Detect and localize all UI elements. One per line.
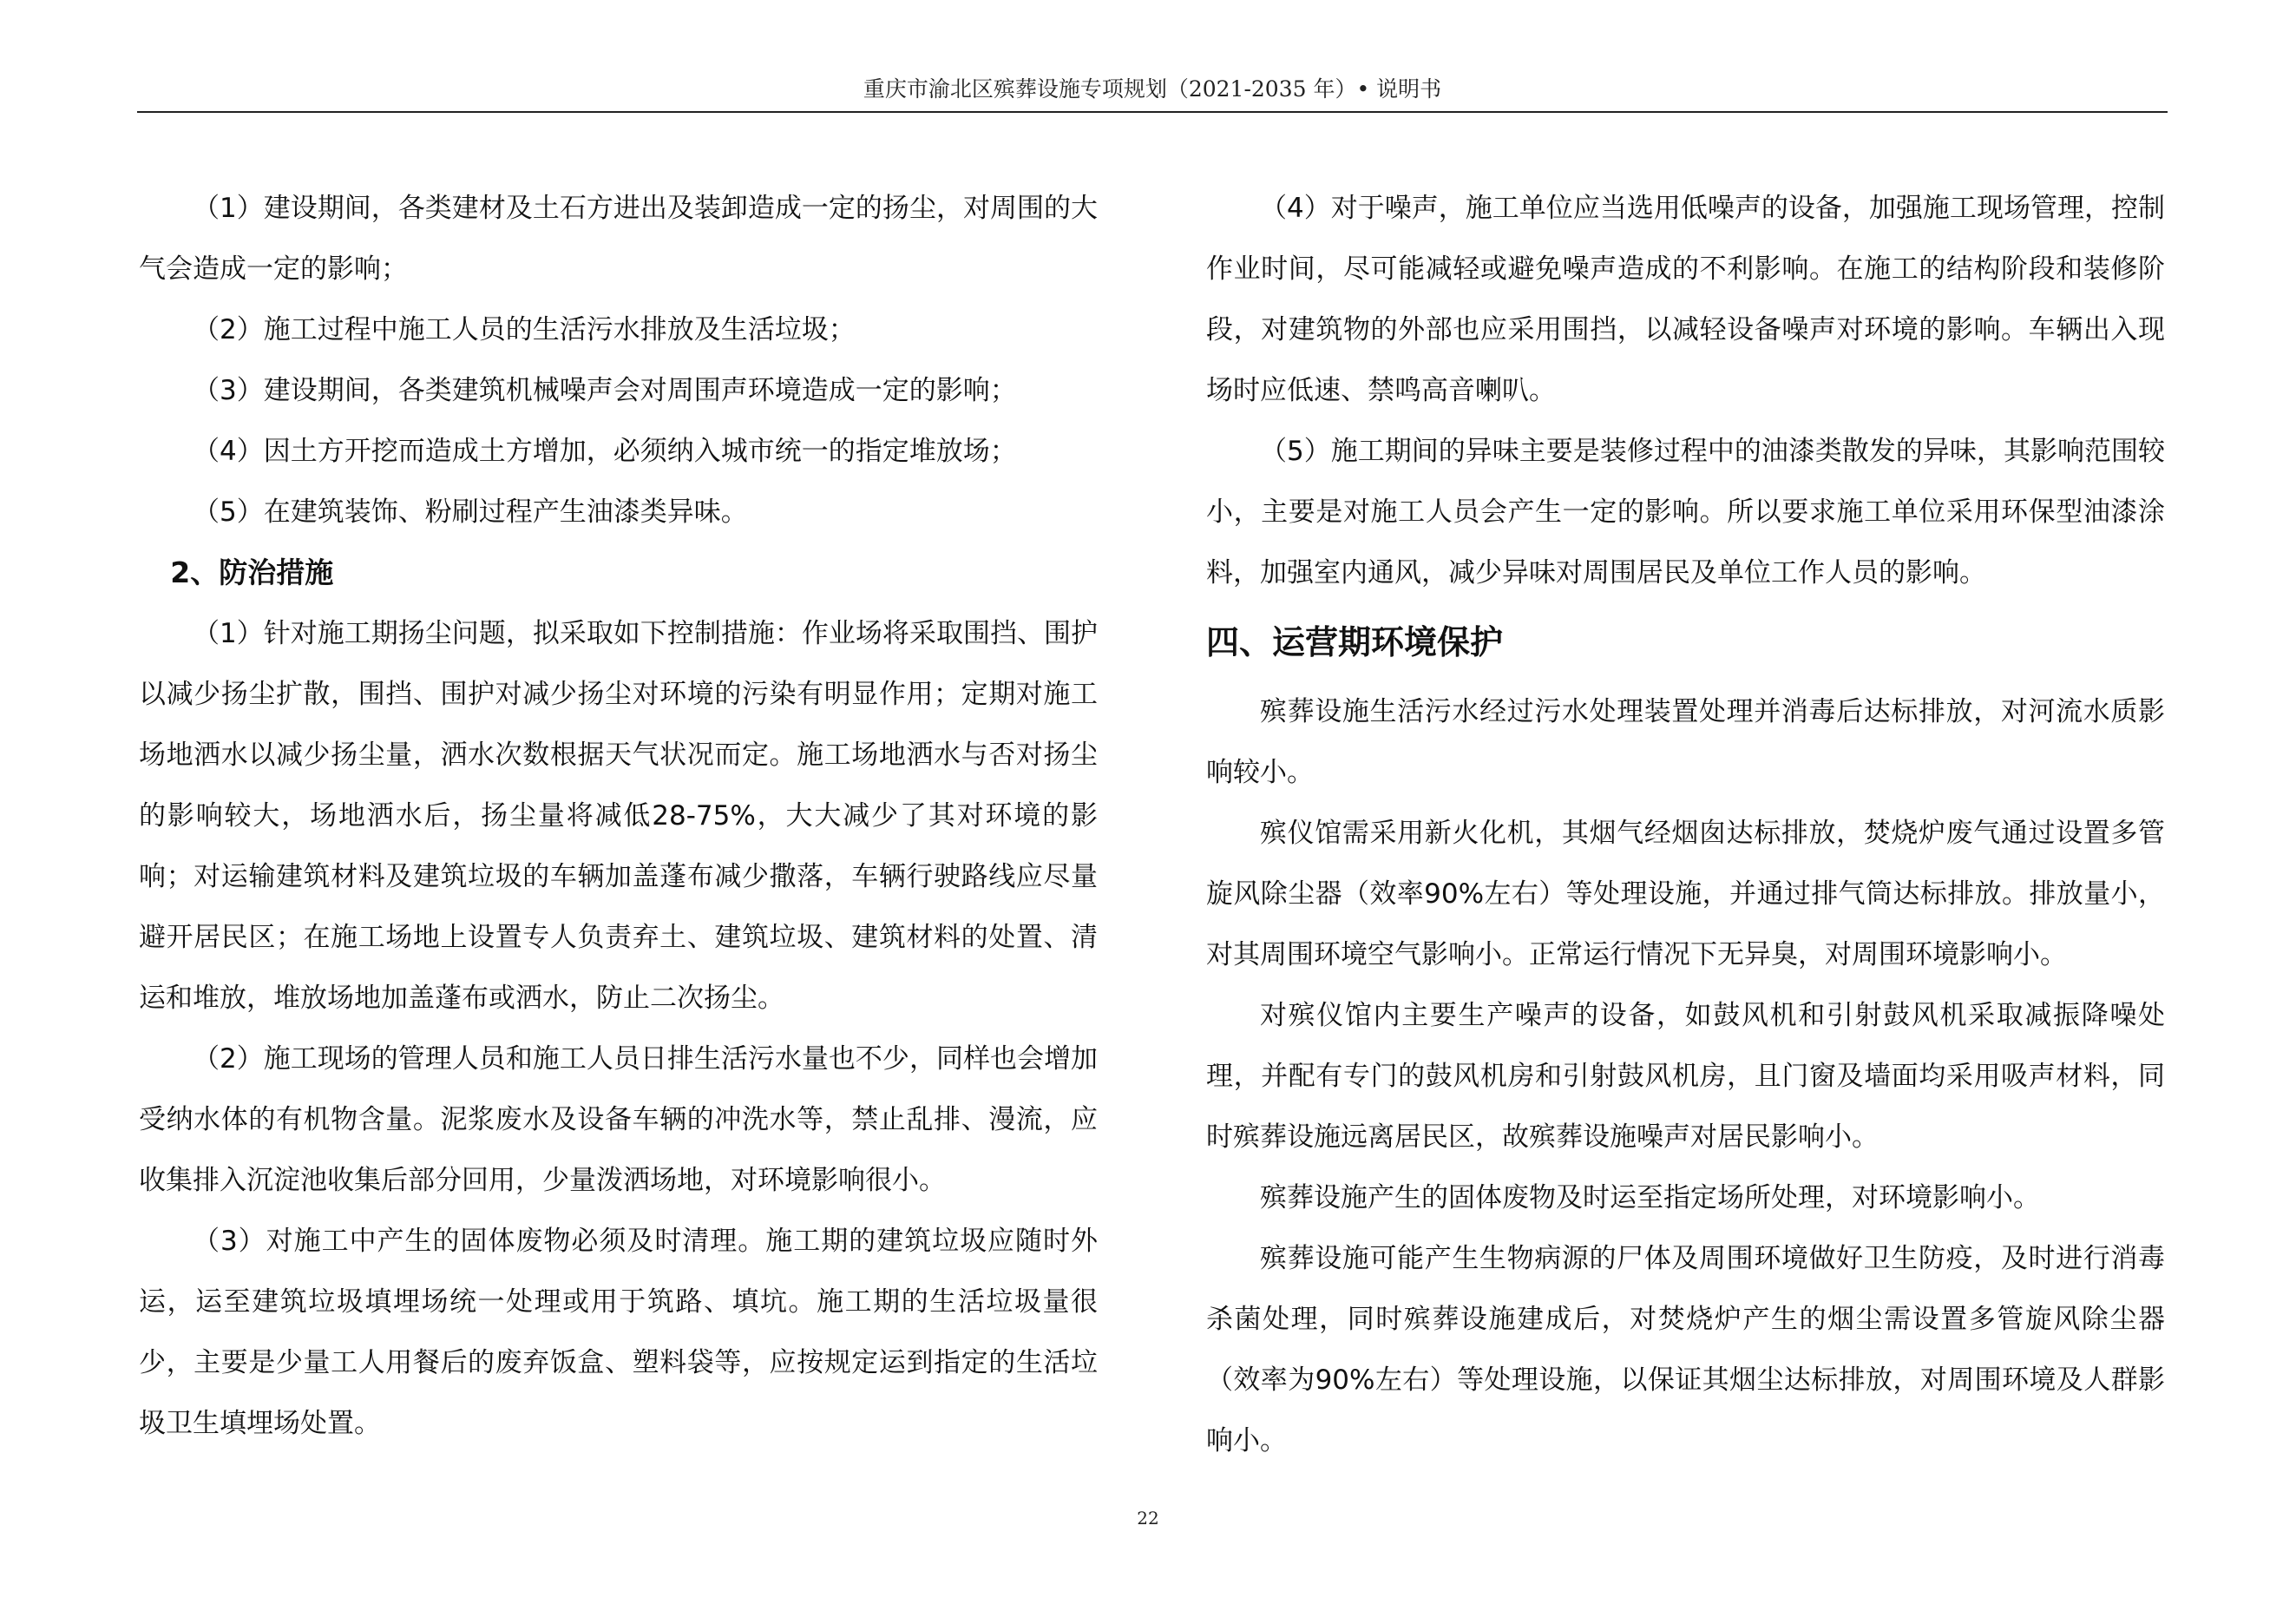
operation-solid-waste: 殡葬设施产生的固体废物及时运至指定场所处理，对环境影响小。 (1260, 1182, 2040, 1213)
operation-wastewater: 殡葬设施生活污水经过污水处理装置处理并消毒后达标排放，对河流水质影响较小。 (1206, 696, 2165, 788)
impact-item-4: （4）因土方开挖而造成土方增加，必须纳入城市统一的指定堆放场； (193, 436, 1017, 467)
measure-noise: （4）对于噪声，施工单位应当选用低噪声的设备，加强施工现场管理，控制作业时间，尽可能减轻或避免噪声造成的不利影响。在施工的结构阶段和装修阶段，对建筑物的外部也应采用围挡，以减轻设备噪声对环境的影响。车辆出入现场时应低速、禁鸣高音喇叭。 (1206, 193, 2165, 406)
left-column (139, 178, 1098, 1454)
operation-flue-gas: 殡仪馆需采用新火化机，其烟气经烟囱达标排放，焚烧炉废气通过设置多管旋风除尘器（效率90%左右）等处理设施，并通过排气筒达标排放。排放量小，对其周围环境空气影响小。正常运行情况下无异臭，对周围环境影响小。 (1206, 818, 2165, 970)
page-number: 22 (1137, 1508, 1159, 1529)
right-column (1206, 178, 2165, 1471)
impact-item-3: （3）建设期间，各类建筑机械噪声会对周围声环境造成一定的影响； (193, 375, 1017, 406)
document-header-title: 重庆市渝北区殡葬设施专项规划（2021-2035 年）• 说明书 (863, 76, 1442, 102)
impact-item-2: （2）施工过程中施工人员的生活污水排放及生活垃圾； (193, 314, 856, 345)
operation-sanitation: 殡葬设施可能产生生物病源的尸体及周围环境做好卫生防疫，及时进行消毒杀菌处理，同时殡葬设施建成后，对焚烧炉产生的烟尘需设置多管旋风除尘器（效率为90%左右）等处理设施，以保证其烟尘达标排放，对周围环境及人群影响小。 (1206, 1243, 2165, 1456)
header-divider (137, 111, 2168, 113)
operation-noise: 对殡仪馆内主要生产噪声的设备，如鼓风机和引射鼓风机采取减振降噪处理，并配有专门的鼓风机房和引射鼓风机房，且门窗及墙面均采用吸声材料，同时殡葬设施远离居民区，故殡葬设施噪声对居民影响小。 (1206, 1000, 2165, 1153)
measure-odor: （5）施工期间的异味主要是装修过程中的油漆类散发的异味，其影响范围较小，主要是对施工人员会产生一定的影响。所以要求施工单位采用环保型油漆涂料，加强室内通风，减少异味对周围居民及单位工作人员的影响。 (1206, 436, 2165, 588)
subheading-prevention-measures: 2、防治措施 (170, 556, 334, 589)
measure-dust-control: （1）针对施工期扬尘问题，拟采取如下控制措施：作业场将采取围挡、围护以减少扬尘扩散，围挡、围护对减少扬尘对环境的污染有明显作用；定期对施工场地洒水以减少扬尘量，洒水次数根据天气状况而定。施工场地洒水与否对扬尘的影响较大，场地洒水后，扬尘量将减低28-75%，大大减少了其对环境的影响；对运输建筑材料及建筑垃圾的车辆加盖蓬布减少撒落，车辆行驶路线应尽量避开居民区；在施工场地上设置专人负责弃土、建筑垃圾、建筑材料的处置、清运和堆放，堆放场地加盖蓬布或洒水，防止二次扬尘。 (139, 618, 1098, 1014)
impact-item-1: （1）建设期间，各类建材及土石方进出及装卸造成一定的扬尘，对周围的大气会造成一定的影响； (139, 193, 1098, 285)
measure-solid-waste: （3）对施工中产生的固体废物必须及时清理。施工期的建筑垃圾应随时外运，运至建筑垃圾填埋场统一处理或用于筑路、填坑。施工期的生活垃圾量很少，主要是少量工人用餐后的废弃饭盒、塑料袋等，应按规定运到指定的生活垃圾卫生填埋场处置。 (139, 1226, 1098, 1439)
impact-item-5: （5）在建筑装饰、粉刷过程产生油漆类异味。 (193, 496, 748, 528)
measure-wastewater: （2）施工现场的管理人员和施工人员日排生活污水量也不少，同样也会增加受纳水体的有机物含量。泥浆废水及设备车辆的冲洗水等，禁止乱排、漫流，应收集排入沉淀池收集后部分回用，少量泼洒场地，对环境影响很小。 (139, 1043, 1098, 1196)
section-heading-operation-protection: 四、运营期环境保护 (1206, 623, 1504, 661)
